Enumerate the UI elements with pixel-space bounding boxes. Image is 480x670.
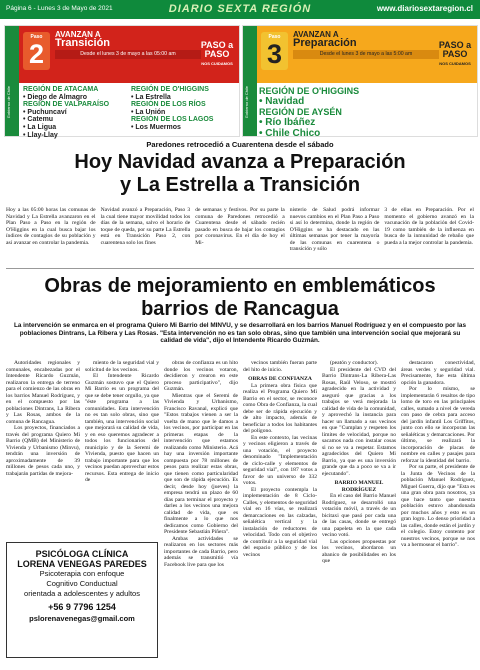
paso-2-banner xyxy=(4,25,240,137)
paragraph: destacaron conectividad, áreas verdes y seguridad vial. Precisamente, fue esta última opción la ganadora. xyxy=(401,360,475,386)
regions-right xyxy=(131,86,213,132)
article1-column: Navidad avanzó a Preparación, Paso 3 la cual tiene mayor movilidad todos los días de la semana, salvo el horario de toque de queda, por su parte La Estrella está en Transición Paso 2, con cuarentena solo los fines xyxy=(100,207,191,246)
paragraph: El proyecto contempla la implementación de 8 Ciclo-Calles, y elementos de seguridad vial en 16 vías, se realizará demarcaciones en las calzadas, señalética vertical y la instalación de reductores de velocidad. Todo con el objetivo de contribuir a la seguridad vial del espacio público y de los vecinos xyxy=(243,486,317,558)
region-heading: REGIÓN DE O'HIGGINS xyxy=(131,86,209,93)
region-heading: REGIÓN DE LOS RÍOS xyxy=(131,101,206,109)
banner-title xyxy=(55,30,110,48)
article1-body xyxy=(6,207,474,253)
psychologist-ad xyxy=(6,542,158,658)
gov-strip-text: Gobierno de Chile xyxy=(6,86,11,119)
ad-line: Psicoterapia con enfoque xyxy=(39,569,125,578)
banner-title xyxy=(293,30,357,48)
paragraph: La primera obra física que realiza el Programa Quiero Mi Barrio en el sector, se reconoce como Obra de Confianza, la cual debe ser de rápida ejecución y de alto impacto, además de beneficiar a todos los habitantes del polígono. xyxy=(243,382,317,434)
banner-top xyxy=(257,26,477,83)
paragraph: Las opciones propuestas por los vecinos, abordaron un abanico de posibilidades en los que xyxy=(322,538,396,564)
paragraph: Por lo mismo, se implementarán 6 resaltos de tipo lomo de toro en las principales calles, sumado a nivel de vereda con paso de cebra para acceso del jardín infantil Los Griffitos, junto con ello se incorporan las señaléticas y demarcaciones. Por último, se realizará la incorporación de placas de nombre en calles y pasajes para reforzar la identidad del barrio. xyxy=(401,386,475,464)
gov-strip xyxy=(5,26,19,136)
article2-column-5 xyxy=(322,360,396,565)
ad-line: orientada a adolescentes y adultos xyxy=(24,589,140,598)
logo-sub: NOS CUIDAMOS xyxy=(201,61,233,66)
paragraph: Autoridades regionales y comunales, encabezadas por el Intendente Ricardo Guzmán, realizaron la entrega de terreno para el comienzo de las obras en los barrios Manuel Rodríguez, y en el compuesto por las poblaciones Dintrans, La Ribera y Las Rosas, ambos de la comuna de Rancagua. xyxy=(6,360,80,425)
article2-headline xyxy=(0,275,480,321)
article2-column-1 xyxy=(6,360,80,477)
paso-3-banner xyxy=(242,25,478,137)
ad-email: pslorenavenegas@gmail.com xyxy=(29,614,135,623)
site-url: www.diariosextaregion.cl xyxy=(376,4,473,13)
commune-item: • Puchuncaví xyxy=(23,108,67,116)
article2-column-3 xyxy=(164,360,238,568)
paso-a-paso-logo xyxy=(437,41,473,69)
ad-title: PSICÓLOGA CLÍNICA xyxy=(35,549,129,559)
article1-headline xyxy=(0,151,480,197)
banner-top xyxy=(19,26,239,83)
paragraph: miento de la seguridad vial y solicitud de los vecinos. xyxy=(85,360,159,373)
ad-name: LORENA VENEGAS PAREDES xyxy=(17,559,147,569)
masthead-bar xyxy=(0,0,480,19)
paragraph: Mientras que el Seremi de Vivienda y Urbanismo, Francisco Ravanal, explicó que "Estos trabajos vienen a ser la vuelta de mano que le damos a los vecinos, por participar en las primeras etapas de la intervención que estamos realizando como Ministerio. Acá hay una inversión importante compuesta por 78 millones de pesos para realizar estas obras, que tienen como particularidad que son de rápida ejecución. Es decir, desde hoy (jueves) la empresa tendrá un plazo de 60 días para terminar el proyecto y darles a los vecinos una mejora calidad de vida, que es finalmente a lo que nos dedicamos como Gobierno del Presidente Sebastián Piñera". xyxy=(164,392,238,535)
paragraph: vecinos también fueran parte del hito de inicio. xyxy=(243,360,317,373)
commune-item: • La Estrella xyxy=(131,93,171,101)
section-heading: OBRAS DE CONFIANZA xyxy=(248,376,312,382)
paso-a-paso-logo xyxy=(199,41,235,69)
paragraph: (peatón y conductor). xyxy=(330,360,378,366)
banner-date: Desde el lunes 3 de mayo a las 5:00 am xyxy=(293,50,439,59)
banner-title-line1: AVANZAN A xyxy=(55,30,101,39)
gov-strip xyxy=(243,26,257,136)
divider xyxy=(6,268,474,269)
commune-item: • Chile Chico xyxy=(259,128,321,139)
article1-column: nisterio de Salud podrá informar nuevos cambios en el Plan Paso a Paso si así lo determina, donde la región de O'Higgins se ha destacado en las últimas semanas por tener la mayoría de las comunas en cuarentena o transición y sólo xyxy=(289,207,380,252)
paso-number: 2 xyxy=(28,39,45,69)
banner-date: Desde el lunes 3 de mayo a las 05:00 am xyxy=(55,50,201,59)
article2-column-2 xyxy=(85,360,159,484)
gov-strip-text: Gobierno de Chile xyxy=(244,86,249,119)
paso-badge xyxy=(23,32,50,70)
paragraph: Por su parte, el presidente de la Junta de Vecinos de la población Manuel Rodríguez, Miguel Guerra, dijo que "Esta es una gran obra para nosotros, ya que hace tanto que nuestra población estuvo abandonada por muchos años y esto es un gran logro. Lo denso prioridad a las calles, donde están el jardín y el colegio. Estoy contento por nuestros vecinos, porque se nos va a hermosear el barrio". xyxy=(401,464,475,548)
region-heading: REGIÓN DE LOS LAGOS xyxy=(131,116,214,124)
commune-item: • Navidad xyxy=(259,96,305,107)
article2-body xyxy=(6,360,474,666)
commune-item: • Llay-Llay xyxy=(23,131,58,139)
paragraph: obras de confianza es un hito donde los vecinos votaron, decidieron y crearon en este proceso participativo", dijo Guzmán. xyxy=(164,360,238,392)
paragraph: Ambas actividades se realizaron en los sectores más importantes de cada Barrio, pero además se transmitió vía Facebook live para que los xyxy=(164,535,238,568)
article2-subhead: La intervención se enmarca en el programa Quiero Mi Barrio del MINVU, y se desarrollará en los barrios Manuel Rodríguez y en el compuesto por las poblaciones Dintrans, La Ribera y Las Rosas. "Esta intervención no es tan solo obras, sino que también una intervención social que mejorará su calidad de vida", dijo el Intendente Ricardo Guzmán. xyxy=(13,322,467,345)
paso-word: Paso xyxy=(268,34,281,40)
article1-kicker: Paredones retrocedió a Cuarentena desde el sábado xyxy=(146,140,334,149)
logo-sub: NOS CUIDAMOS xyxy=(439,61,471,66)
ad-line: Cognitivo Conductual xyxy=(46,579,118,588)
commune-item: • Diego de Almagro xyxy=(23,93,88,101)
region-heading: REGIÓN DE AYSÉN xyxy=(259,107,342,117)
paso-number: 3 xyxy=(266,39,283,69)
paragraph: Los proyectos, financiados a través del programa Quiero Mi Barrio (QMB) del Ministerio de Vivienda y Urbanismo (Minvu), tendrán una inversión de aproximadamente de 39 millones de pesos cada uno, y trabajarán partidas de mejora- xyxy=(6,425,80,477)
ad-phone: +56 9 7796 1254 xyxy=(48,602,116,612)
commune-item: • La Unión xyxy=(131,108,166,116)
paragraph: El presidente del CVD del Barrio Dintrans-La Ribera-Las Rosas, Raúl Veloso, se mostró agradecido en la actividad y aseguró que gracias a los trabajos se verá mejorada la calidad de vida de la comunidad, y aprovechó la instancia para hacer un llamado a sus vecinos en que "Cumplan y respeten los límites de velocidad, porque no sacamos nada con instalar cosas si no se va a respetar. Estamos agradecidos del Quiero Mi Barrio, ya que es una inversión grande que da a poco se va a ir ejecutando". xyxy=(322,366,396,477)
commune-item: • Los Muermos xyxy=(131,123,181,131)
article2-column-6 xyxy=(401,360,475,549)
banner-title-line2: Preparación xyxy=(293,37,357,49)
paso-badge xyxy=(261,32,288,70)
headline-line2: y La Estrella a Transición xyxy=(119,174,361,196)
headline-line1: Hoy Navidad avanza a Preparación xyxy=(74,151,406,173)
page-info: Página 6 - Lunes 3 de Mayo de 2021 xyxy=(6,5,113,12)
commune-item: • La Ligua xyxy=(23,123,57,131)
paragraph: En el caso del Barrio Manuel Rodríguez, se desarrolló una votación móvil, a través de un bicitaxi que pasó por cada una de las casas, donde se entregó una papeleta en la que cada vecino votó. xyxy=(322,493,396,538)
headline-line2: barrios de Rancagua xyxy=(141,298,339,320)
regions-left xyxy=(23,86,109,139)
regions-list xyxy=(259,86,473,139)
paso-word: Paso xyxy=(30,34,43,40)
logo-text: PASO a PASO xyxy=(438,40,472,59)
commune-item: • Río Ibáñez xyxy=(259,117,316,128)
region-heading: REGIÓN DE ATACAMA xyxy=(23,86,99,93)
banner-title-line1: AVANZAN A xyxy=(293,30,339,39)
region-heading: REGIÓN DE VALPARAÍSO xyxy=(23,101,110,109)
headline-line1: Obras de mejoramiento en emblemáticos xyxy=(44,275,436,297)
paragraph: En este contexto, las vecinas y vecinos eligieron a través de una votación, el proyecto denominado "Implementación de ciclo-calle y elementos de seguridad vial", con 187 votos a favor de un universo de 332 votos. xyxy=(243,434,317,486)
paragraph: El Intendente Ricardo Guzmán sostuvo que el Quiero Mi Barrio es un programa del que se debe tener orgullo, ya que "éste programa a las comunidades. Esta intervención no es tan solo obras, sino que también, una intervención social que mejorará su calidad de vida, y en eso queremos agradecer a todos los funcionarios del municipio y de la Seremi de Vivienda, puesto que hacen un trabajo importante para que los vecinos puedan aprovechar estos recursos. Esta entrega de inicio de xyxy=(85,373,159,483)
section-heading: BARRIO MANUEL RODRÍGUEZ xyxy=(334,480,384,493)
article1-column: de semanas y festivos. Por su parte la comuna de Paredones retrocedió a Cuarentena desde el sábado recién pasado en busca de bajar los contagios por coronavirus. En el día de hoy el Mi- xyxy=(195,207,285,246)
logo-text: PASO a PASO xyxy=(200,40,234,59)
article2-column-4 xyxy=(243,360,317,558)
masthead-title: DIARIO SEXTA REGIÓN xyxy=(168,3,312,15)
banner-title-line2: Transición xyxy=(55,37,111,49)
region-heading: REGIÓN DE O'HIGGINS xyxy=(259,86,360,96)
commune-item: • Catemu xyxy=(23,116,54,124)
article1-column: 3 de ellas en Preparación. Por el momento el gobierno avanzó en la vacunación de la población del Covid-19 como también de la influenza en busca de la inmunidad de rebaño que pueda a la mejor controlar la pandemia. xyxy=(384,207,474,246)
article1-column: Hoy a las 05:00 horas las comunas de Navidad y La Estrella avanzaron en el Plan Paso a Paso en la región de O'Higgins en la cual busca bajar los índices de contagios de su población y así avanzar en controlar la pandemia. xyxy=(6,207,96,246)
